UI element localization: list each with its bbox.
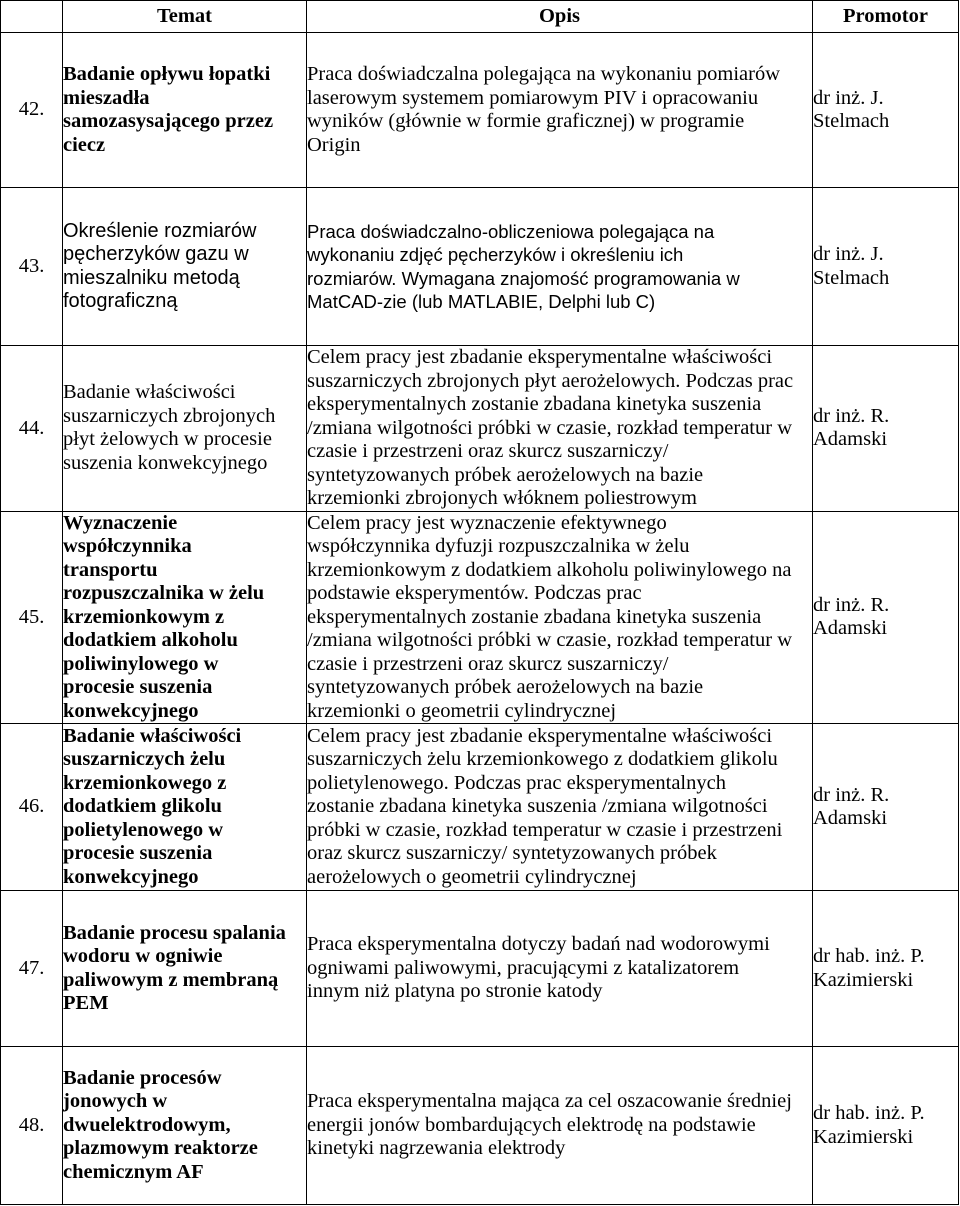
table-row — [1, 1047, 959, 1205]
topic-cell: Badanie opływu łopatki mieszadła samozasysającego przez ciecz — [63, 33, 307, 188]
header-topic: Temat — [63, 1, 307, 33]
topic-cell: Badanie właściwości suszarniczych zbrojonych płyt żelowych w procesie suszenia konwekcyjnego — [63, 346, 307, 512]
supervisor-cell: dr hab. inż. P. Kazimierski — [813, 1047, 959, 1205]
description-cell: Praca eksperymentalna mająca za cel oszacowanie średniej energii jonów bombardujących elektrodę na podstawie kinetyki nagrzewania elektrody — [307, 1047, 813, 1205]
supervisor-cell: dr inż. R. Adamski — [813, 724, 959, 891]
row-number: 44. — [1, 346, 63, 512]
row-number: 43. — [1, 188, 63, 346]
description-cell: Praca doświadczalno-obliczeniowa polegająca na wykonaniu zdjęć pęcherzyków i określeniu ich rozmiarów. Wymagana znajomość programowania w MatCAD-zie (lub MATLABIE, Delphi lub C) — [307, 188, 813, 346]
description-cell: Celem pracy jest wyznaczenie efektywnego współczynnika dyfuzji rozpuszczalnika w żelu krzemionkowym z dodatkiem alkoholu poliwinylowego na podstawie eksperymentów. Podczas prac eksperymentalnych zostanie zbadana kinetyka suszenia /zmiana wilgotności próbki w czasie, rozkład temperatur w czasie i przestrzeni oraz skurcz suszarniczy/ syntetyzowanych próbek aerożelowych na bazie krzemionki o geometrii cylindrycznej — [307, 511, 813, 724]
topic-cell: Badanie procesów jonowych w dwuelektrodowym, plazmowym reaktorze chemicznym AF — [63, 1047, 307, 1205]
table-row — [1, 346, 959, 512]
header-number — [1, 1, 63, 33]
table-header-row — [1, 1, 959, 33]
supervisor-cell: dr inż. J. Stelmach — [813, 33, 959, 188]
table-row — [1, 511, 959, 724]
table-row — [1, 188, 959, 346]
header-description: Opis — [307, 1, 813, 33]
table-row — [1, 33, 959, 188]
description-cell: Celem pracy jest zbadanie eksperymentalne właściwości suszarniczych żelu krzemionkowego z dodatkiem glikolu polietylenowego. Podczas prac eksperymentalnych zostanie zbadana kinetyka suszenia /zmiana wilgotności próbki w czasie, rozkład temperatur w czasie i przestrzeni oraz skurcz suszarniczy/ syntetyzowanych próbek aerożelowych o geometrii cylindrycznej — [307, 724, 813, 891]
row-number: 48. — [1, 1047, 63, 1205]
supervisor-cell: dr inż. R. Adamski — [813, 511, 959, 724]
supervisor-cell: dr hab. inż. P. Kazimierski — [813, 891, 959, 1047]
row-number: 47. — [1, 891, 63, 1047]
header-supervisor: Promotor — [813, 1, 959, 33]
topic-cell: Badanie właściwości suszarniczych żelu krzemionkowego z dodatkiem glikolu polietylenowego w procesie suszenia konwekcyjnego — [63, 724, 307, 891]
row-number: 46. — [1, 724, 63, 891]
topic-cell: Określenie rozmiarów pęcherzyków gazu w mieszalniku metodą fotograficzną — [63, 188, 307, 346]
supervisor-cell: dr inż. R. Adamski — [813, 346, 959, 512]
supervisor-cell: dr inż. J. Stelmach — [813, 188, 959, 346]
description-cell: Praca doświadczalna polegająca na wykonaniu pomiarów laserowym systemem pomiarowym PIV i opracowaniu wyników (głównie w formie graficznej) w programie Origin — [307, 33, 813, 188]
table-row — [1, 891, 959, 1047]
row-number: 42. — [1, 33, 63, 188]
description-cell: Praca eksperymentalna dotyczy badań nad wodorowymi ogniwami paliwowymi, pracującymi z katalizatorem innym niż platyna po stronie katody — [307, 891, 813, 1047]
description-cell: Celem pracy jest zbadanie eksperymentalne właściwości suszarniczych zbrojonych płyt aerożelowych. Podczas prac eksperymentalnych zostanie zbadana kinetyka suszenia /zmiana wilgotności próbki w czasie, rozkład temperatur w czasie i przestrzeni oraz skurcz suszarniczy/ syntetyzowanych próbek aerożelowych na bazie krzemionki zbrojonych włóknem poliestrowym — [307, 346, 813, 512]
row-number: 45. — [1, 511, 63, 724]
table-row — [1, 724, 959, 891]
topic-cell: Wyznaczenie współczynnika transportu rozpuszczalnika w żelu krzemionkowym z dodatkiem alkoholu poliwinylowego w procesie suszenia konwekcyjnego — [63, 511, 307, 724]
topic-cell: Badanie procesu spalania wodoru w ogniwie paliwowym z membraną PEM — [63, 891, 307, 1047]
